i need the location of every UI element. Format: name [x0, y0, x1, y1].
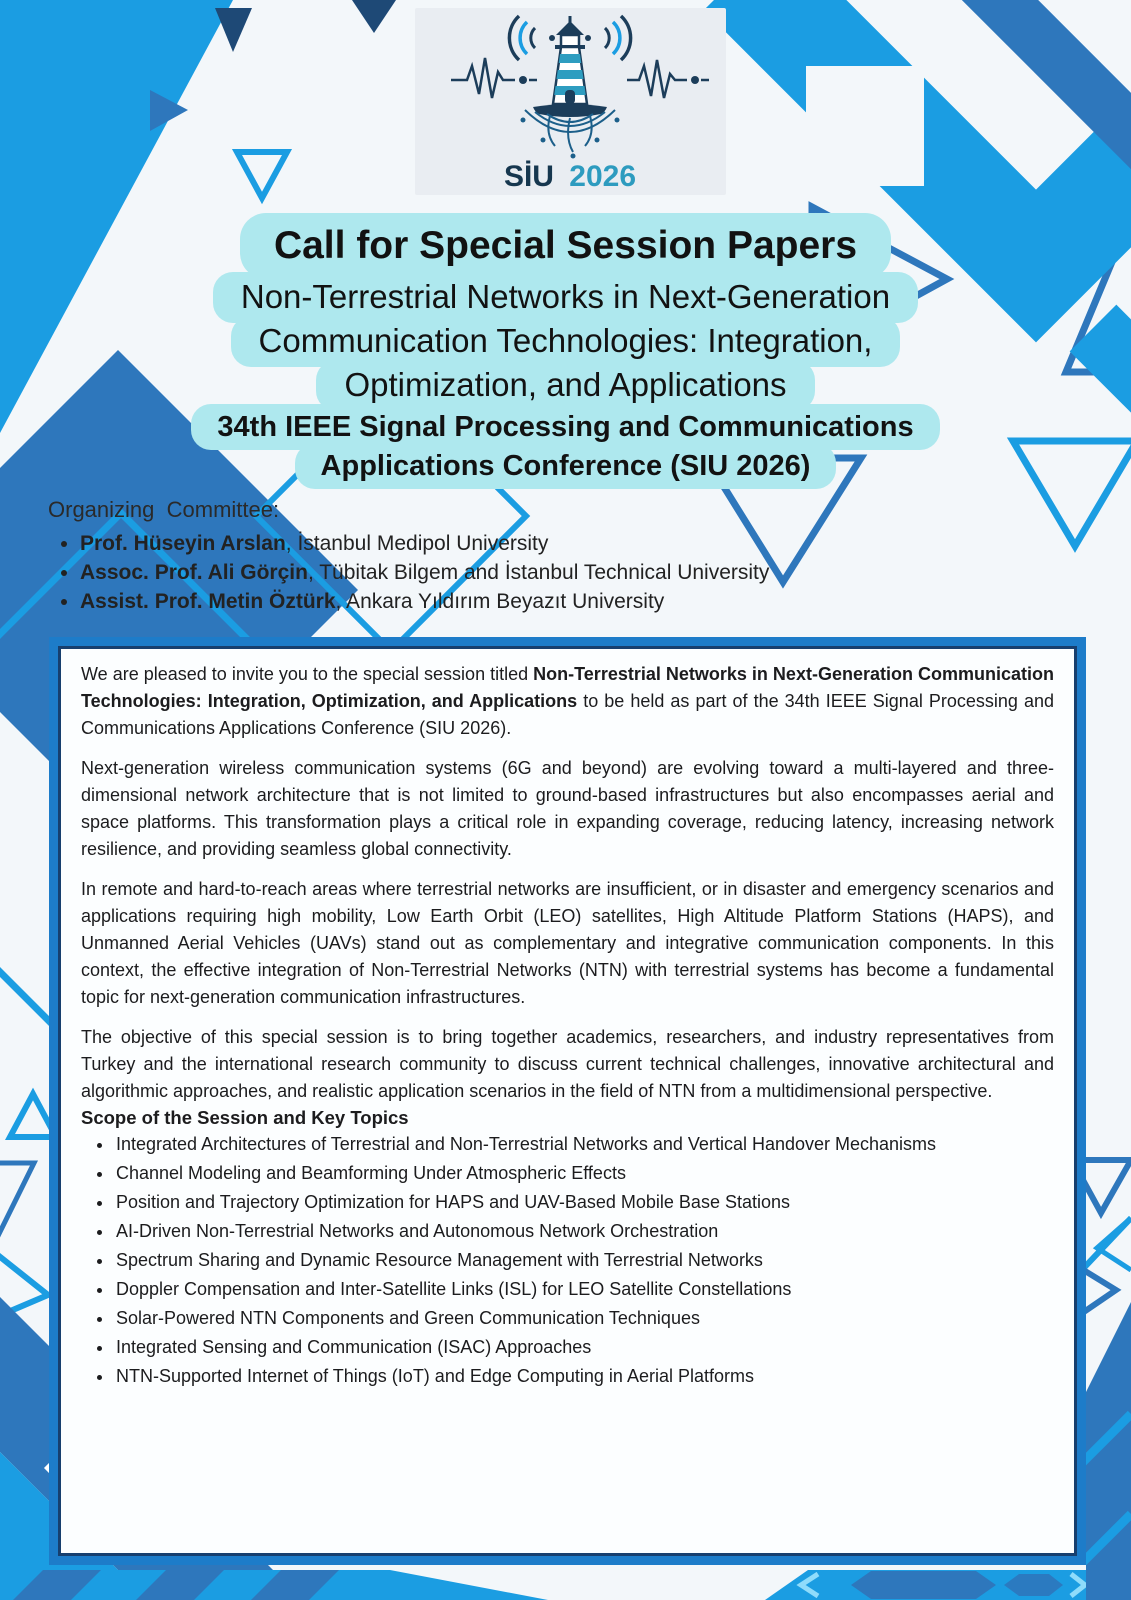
committee-member: • Assoc. Prof. Ali Görçin, Tübitak Bilgem and İstanbul Technical University	[80, 561, 1091, 585]
topic-item: • Integrated Architectures of Terrestrial and Non-Terrestrial Networks and Vertical Handover Mechanisms	[114, 1131, 1054, 1158]
paragraph-ntn: In remote and hard-to-reach areas where terrestrial networks are insufficient, or in disaster and emergency scenarios and applications requiring high mobility, Low Earth Orbit (LEO) satellites, High Altitude Platform Stations (HAPS), and Unmanned Aerial Vehicles (UAVs) stand out as complementary and integrative communication components. In this context, the effective integration of Non-Terrestrial Networks (NTN) with terrestrial systems has become a fundamental topic for next-generation communication infrastructures.	[81, 879, 1054, 1007]
committee-member: • Assist. Prof. Metin Öztürk, Ankara Yıldırım Beyazıt University	[80, 590, 1091, 614]
topic-item: • Spectrum Sharing and Dynamic Resource Management with Terrestrial Networks	[114, 1247, 1054, 1274]
scope-heading: Scope of the Session and Key Topics	[81, 1107, 409, 1128]
conference-line-2: Applications Conference (SIU 2026)	[295, 443, 837, 489]
session-title-line-1: Non-Terrestrial Networks in Next-Generation	[213, 272, 918, 323]
topic-item: • Position and Trajectory Optimization for HAPS and UAV-Based Mobile Base Stations	[114, 1189, 1054, 1216]
topic-item: • Channel Modeling and Beamforming Under Atmospheric Effects	[114, 1160, 1054, 1187]
committee-heading: Organizing Committee:	[48, 497, 280, 522]
header	[0, 213, 1131, 489]
siu-logo	[415, 8, 726, 195]
committee-member: • Prof. Hüseyin Arslan, İstanbul Medipol University	[80, 532, 1091, 556]
waveform-right	[627, 60, 687, 98]
session-description-box	[49, 637, 1086, 1565]
logo-card	[415, 8, 726, 195]
topic-item: • NTN-Supported Internet of Things (IoT) and Edge Computing in Aerial Platforms	[114, 1363, 1054, 1390]
committee-list	[48, 532, 1091, 614]
intro-paragraph: We are pleased to invite you to the special session titled Non-Terrestrial Networks in Next-Generation Communication Technologies: Integration, Optimization, and Applications to be held as part of the 34th IEEE Signal Processing and Communications Applications Conference (SIU 2026).	[81, 664, 1054, 738]
session-description-content	[58, 646, 1077, 1556]
organizing-committee	[48, 497, 1091, 619]
paragraph-objective: The objective of this special session is to bring together academics, researchers, and industry representatives from Turkey and the international research community to discuss current technical challenges, innovative architectural and algorithmic approaches, and realistic application scenarios in the field of NTN from a multidimensional perspective.	[81, 1027, 1054, 1101]
logo-wordmark: SİU 2026	[503, 160, 637, 193]
lighthouse-icon	[451, 16, 709, 159]
topic-item: • Solar-Powered NTN Components and Green Communication Techniques	[114, 1305, 1054, 1332]
session-title-line-2: Communication Technologies: Integration,	[231, 316, 901, 367]
paragraph-6g: Next-generation wireless communication systems (6G and beyond) are evolving toward a multi-layered and three-dimensional network architecture that is not limited to ground-based infrastructures but also encompasses aerial and space platforms. This transformation plays a critical role in expanding coverage, reducing latency, increasing network resilience, and providing seamless global connectivity.	[81, 758, 1054, 859]
topic-item: • Integrated Sensing and Communication (ISAC) Approaches	[114, 1334, 1054, 1361]
topic-item: • Doppler Compensation and Inter-Satellite Links (ISL) for LEO Satellite Constellations	[114, 1276, 1054, 1303]
session-title-line-3: Optimization, and Applications	[316, 360, 814, 411]
waveform-left	[451, 58, 515, 98]
topics-list	[81, 1131, 1054, 1390]
conference-line-1: 34th IEEE Signal Processing and Communications	[191, 404, 939, 450]
poster-title: Call for Special Session Papers	[240, 213, 891, 279]
topic-item: • AI-Driven Non-Terrestrial Networks and Autonomous Network Orchestration	[114, 1218, 1054, 1245]
